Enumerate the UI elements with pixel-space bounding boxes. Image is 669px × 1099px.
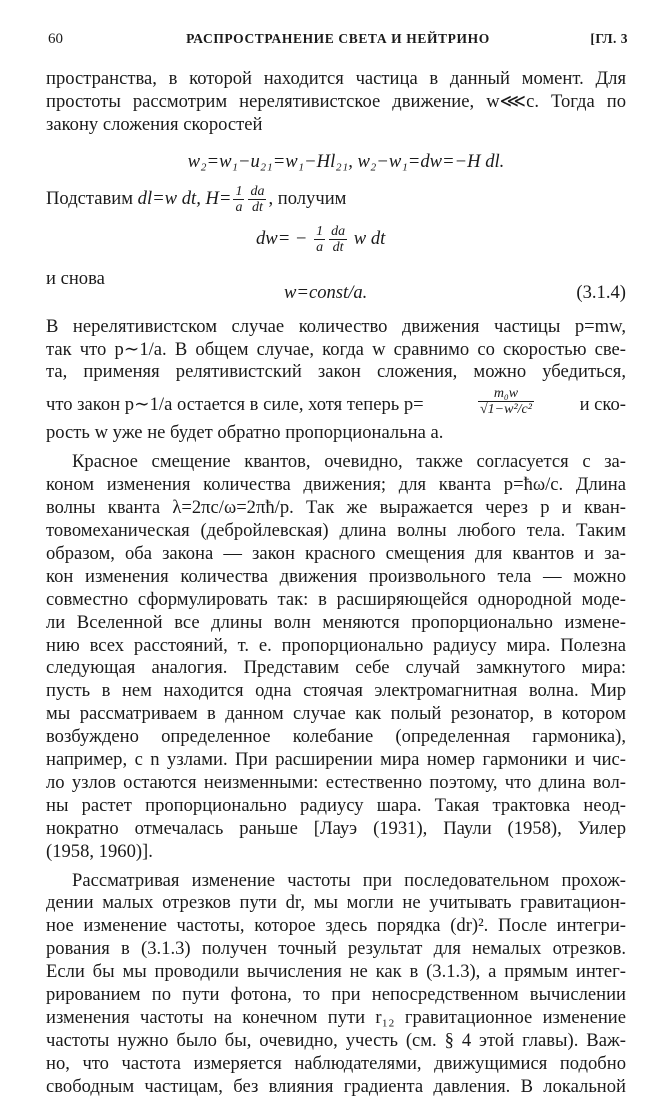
fraction-line-suffix: и ско-	[579, 394, 626, 416]
paragraph-redshift	[46, 451, 626, 863]
again-prefix: и снова	[46, 267, 105, 289]
equation-3-1-4-line	[46, 268, 626, 316]
text-line: свободным частицам, без влияния градиента давления. В локальной	[46, 1075, 626, 1097]
text-line: нократно отмечалась раньше [Лауэ (1931), Паули (1958), Уилер	[46, 817, 626, 839]
substitution-expr: dl=w dt, H=	[137, 187, 232, 209]
text-line: возбуждено определенное колебание (определенная гармоника),	[46, 726, 626, 748]
text-line: Если бы мы проводили вычисления не как в (3.1.3), а прямым интег-	[46, 961, 626, 983]
text-line: коном изменения количества движения; для кванта p=ħω/c. Длина	[46, 474, 626, 496]
fraction-numerator: da	[250, 183, 265, 199]
text-line: рированием по пути фотона, то при непосредственном вычислении	[46, 984, 626, 1006]
page-body	[46, 68, 626, 1099]
chapter-label: [ГЛ. 3	[590, 31, 628, 46]
text-line: рость w уже не будет обратно пропорциональна a.	[46, 422, 444, 444]
substitution-suffix: , получим	[268, 187, 347, 209]
paragraph-intro	[46, 68, 626, 137]
text-line: совместно сформулировать так: в расширяющейся однородной моде-	[46, 588, 626, 610]
text-line: мы рассматриваем в данном случае как полый резонатор, в котором	[46, 703, 626, 725]
paragraph-relativistic	[46, 316, 626, 446]
text-line: нию всех расстояний, т. е. пропорционально радиусу мира. Полезна	[46, 634, 626, 656]
fraction-relativistic-momentum	[478, 386, 534, 417]
paragraph-frequency	[46, 870, 626, 1099]
text-line: например, с n узлами. При расширении мира номер гармоники и чис-	[46, 749, 626, 771]
equation-velocity-addition: w₂=w₁−u₂₁=w₁−Hl₂₁, w₂−w₁=dw=−H dl.	[187, 150, 505, 172]
fraction-denominator: dt	[252, 199, 263, 215]
text-line: пространства, в которой находится частица в данный момент. Для	[46, 68, 626, 89]
fraction-numerator: da	[331, 223, 346, 239]
fraction-one-over-a	[233, 184, 244, 215]
fraction-numerator: 1	[316, 223, 324, 239]
page-number: 60	[48, 31, 63, 47]
text-line: но, что частота измеряется наблюдателями, движущимися подобно	[46, 1052, 626, 1074]
text-line: рования в (3.1.3) получен точный результат для немалых отрезков.	[46, 938, 626, 960]
fraction-denominator: a	[316, 239, 324, 255]
text-line: товомеханическая (дебройлевская) длина волны любого тела. Таким	[46, 519, 626, 541]
fraction-denominator: dt	[332, 239, 344, 255]
text-line: следующая аналогия. Представим себе случай замкнутого мира:	[46, 657, 626, 679]
text-line: частоты нужно было бы, очевидно, учесть (см. § 4 этой главы). Важ-	[46, 1029, 626, 1051]
text-line: ное изменение частоты, которое здесь порядка (dr)². После интегри-	[46, 915, 626, 937]
text-line: Красное смещение квантов, очевидно, также согласуется с за-	[72, 451, 626, 473]
fraction-numerator: 1	[235, 183, 243, 199]
fraction-da-dt	[248, 184, 266, 215]
text-line: ло узлов остаются неизменными: естественно поэтому, что длина вол-	[46, 771, 626, 793]
equation-3-1-4: w=const/a.	[284, 281, 368, 303]
text-line: Рассматривая изменение частоты при последовательном прохож-	[72, 869, 626, 891]
text-line: простоты рассмотрим нерелятивистское движение, w⋘c. Тогда по	[46, 90, 626, 112]
text-line: (1958, 1960)].	[46, 840, 153, 862]
text-line: В нерелятивистском случае количество движения частицы p=mw,	[46, 315, 626, 337]
text-line: дении малых отрезков пути dr, мы могли не учитывать гравитацион-	[46, 892, 626, 914]
fraction-da-dt	[329, 224, 347, 255]
text-line: ли Вселенной все длины волн меняются пропорционально измене-	[46, 611, 626, 633]
equation-lhs: dw= −	[256, 227, 308, 249]
text-line: образом, оба закона — закон красного смещения для квантов и за-	[46, 542, 626, 564]
equation-rhs: w dt	[353, 227, 386, 249]
text-line: кон изменения количества движения произвольного тела — можно	[46, 565, 626, 587]
text-line: пусть в нем находится одна стоячая электромагнитная волна. Мир	[46, 680, 626, 702]
fraction-numerator: m₀w	[478, 386, 534, 402]
text-line-with-fraction	[46, 386, 626, 422]
equation-dw	[46, 224, 626, 268]
running-title: РАСПРОСТРАНЕНИЕ СВЕТА И НЕЙТРИНО	[186, 31, 490, 46]
equation-number: (3.1.4)	[576, 281, 626, 303]
text-line: ны растет пропорционально радиусу шара. Такая трактовка неод-	[46, 794, 626, 816]
fraction-one-over-a	[314, 224, 325, 255]
substitution-prefix: Подставим	[46, 187, 134, 209]
fraction-denominator: a	[235, 199, 243, 215]
text-line: волны кванта λ=2πc/ω=2πħ/p. Так же выражается через p и кван-	[46, 497, 626, 519]
text-line: изменения частоты на конечном пути r₁₂ гравитационное изменение	[46, 1007, 626, 1028]
fraction-denominator: √1−w²/c²	[480, 402, 532, 418]
fraction-line-prefix: что закон p∼1/a остается в силе, хотя теперь p=	[46, 394, 424, 416]
substitution-line	[46, 184, 626, 224]
page-header	[48, 28, 628, 52]
text-line: так что p∼1/a. В общем случае, когда w сравнимо со скоростью све-	[46, 338, 626, 360]
text-line: закону сложения скоростей	[46, 113, 263, 135]
text-line: та, применяя релятивистский закон сложения, можно убедиться,	[46, 361, 626, 383]
